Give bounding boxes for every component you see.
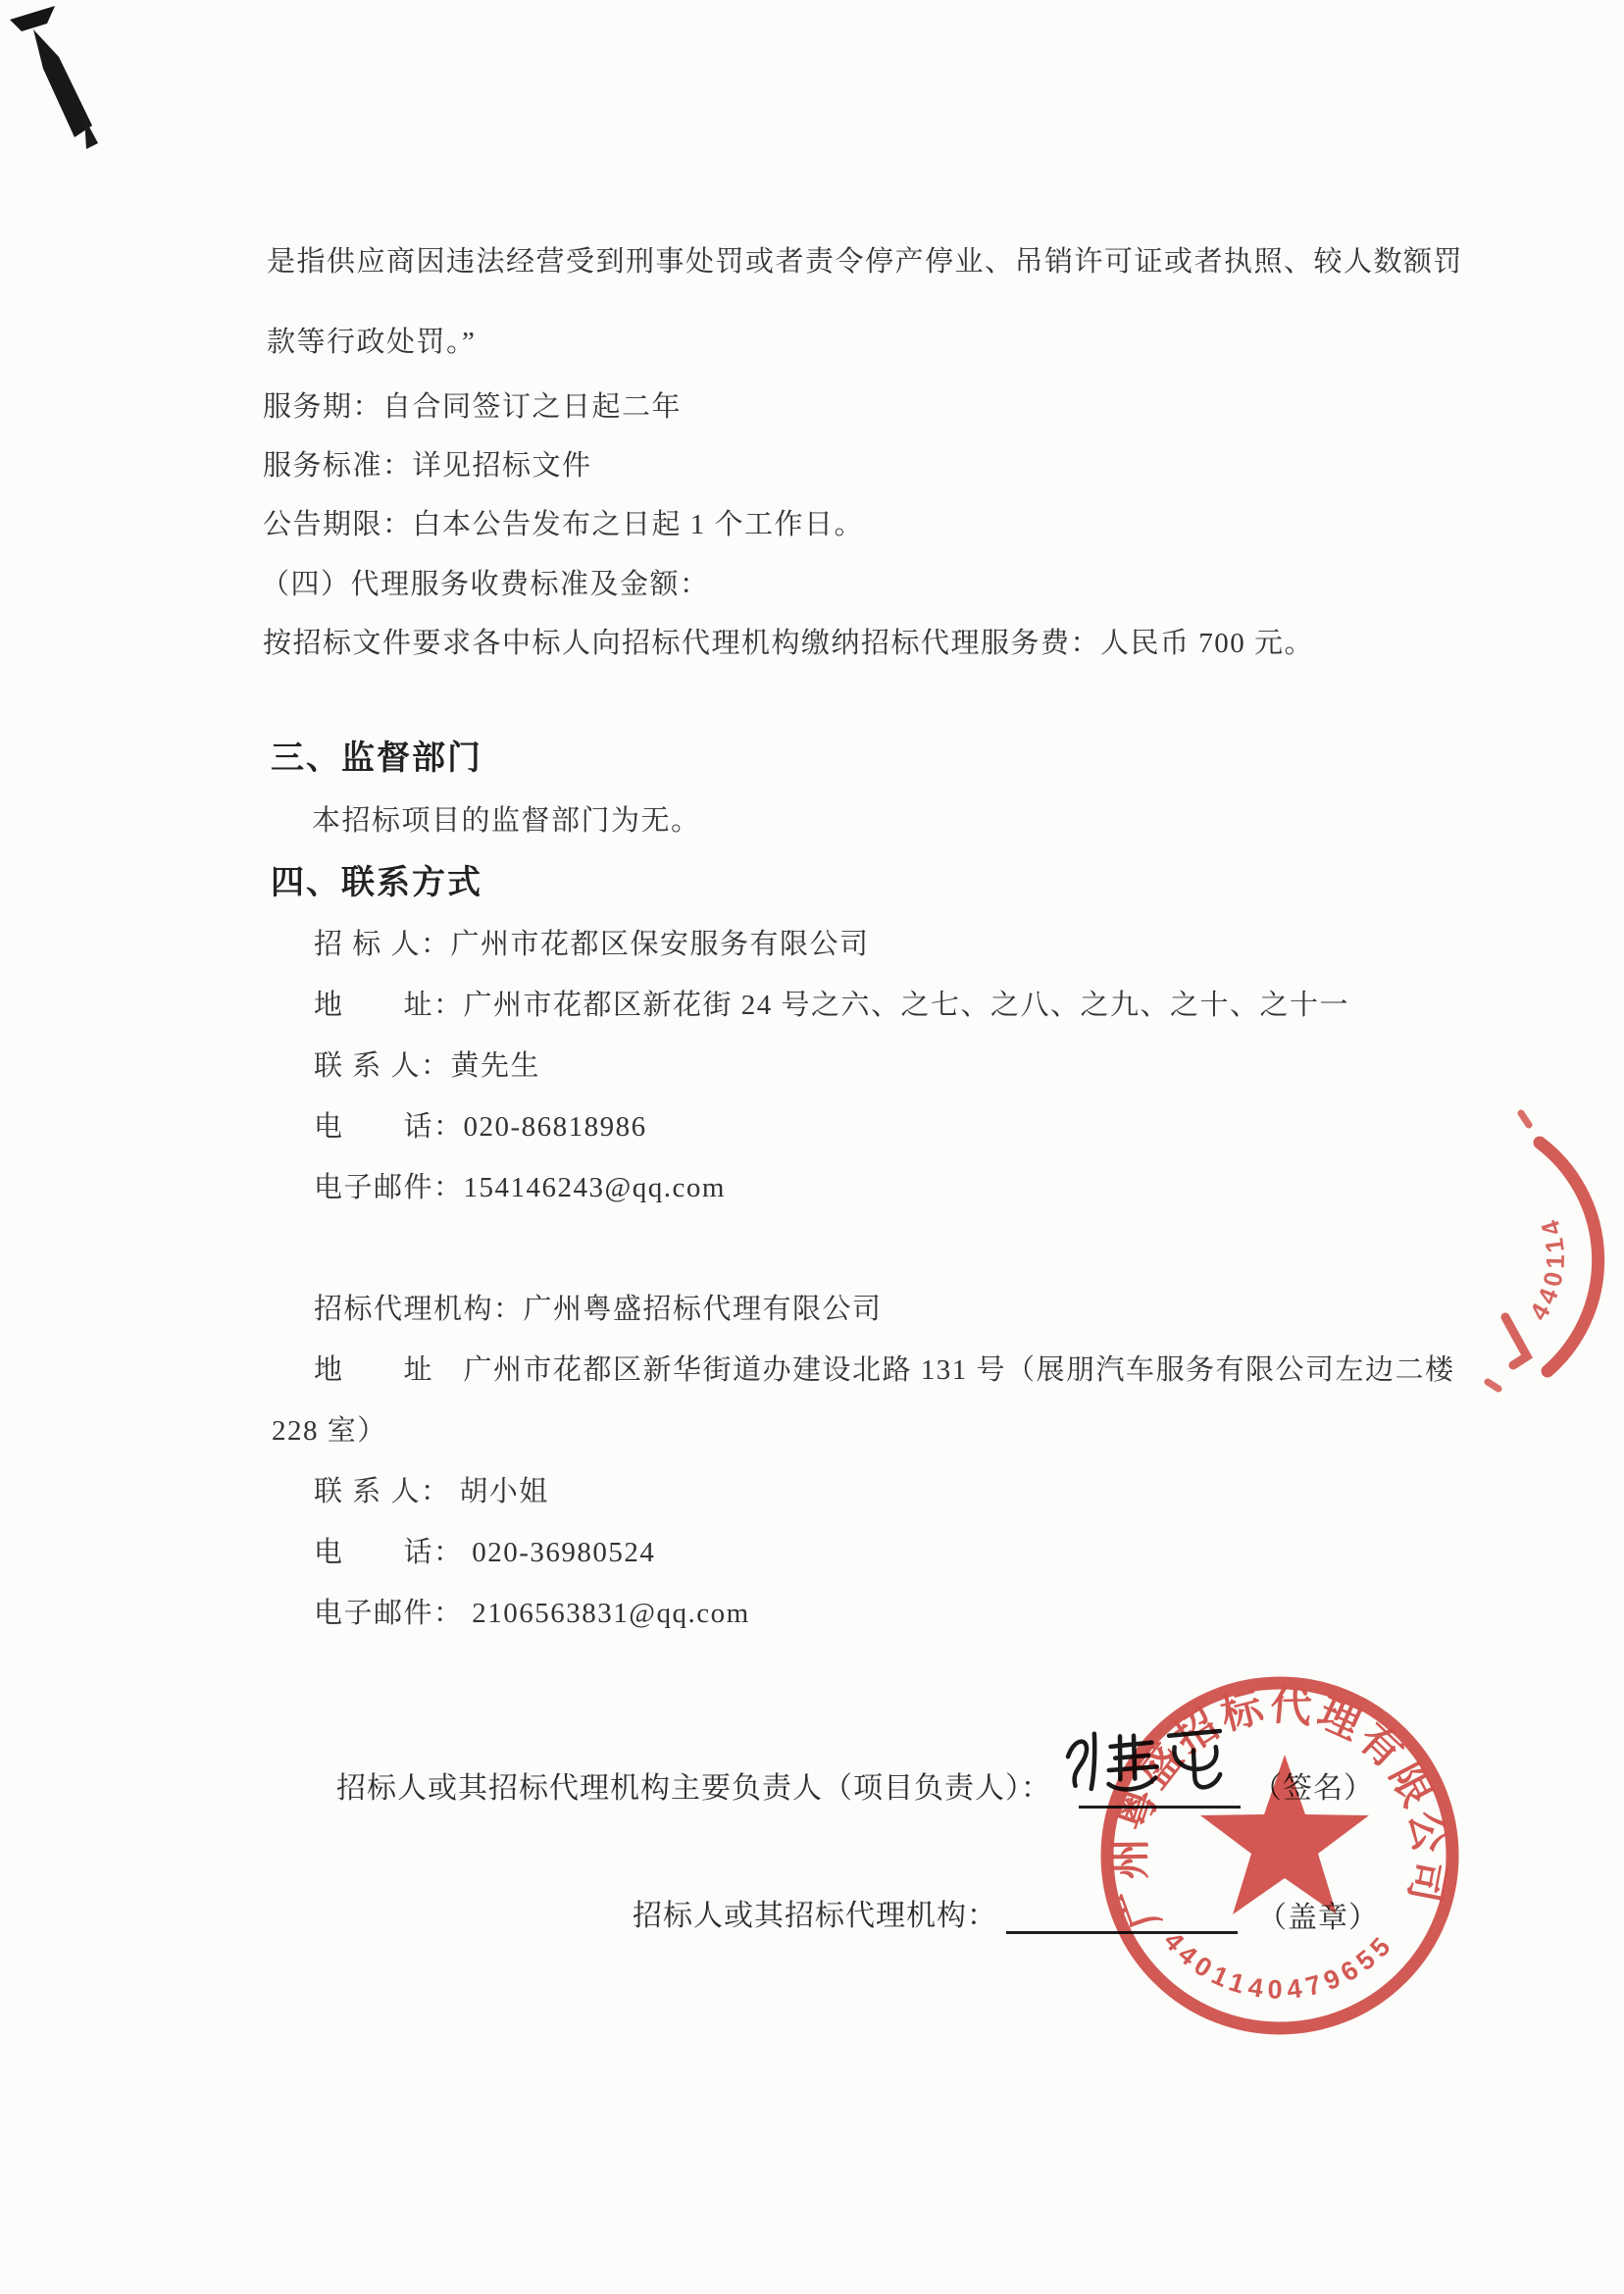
paragraph-line-1: 是指供应商因违法经营受到刑事处罚或者责令停产停业、吊销许可证或者执照、较人数额罚 bbox=[267, 246, 1464, 278]
agency-phone-line: 电 话： 020-36980524 bbox=[314, 1537, 656, 1568]
paragraph-line-2: 款等行政处罚。” bbox=[267, 327, 477, 358]
seal-company-text: 广州粤盛招标代理有限公司 bbox=[1106, 1681, 1454, 1935]
scan-artifact-corner bbox=[0, 0, 167, 177]
agency-name-line: 招标代理机构：广州粤盛招标代理有限公司 bbox=[314, 1294, 883, 1325]
org-signoff-line: 招标人或其招标代理机构： bbox=[633, 1900, 997, 1932]
svg-text:440114 bbox=[1524, 1212, 1570, 1325]
principal-signoff-line: 招标人或其招标代理机构主要负责人（项目负责人）： bbox=[336, 1772, 1051, 1805]
svg-text:4401140479655 bbox=[1158, 1926, 1400, 2005]
agency-contact-line: 联 系 人： 胡小姐 bbox=[314, 1476, 549, 1507]
agency-address-line-2: 228 室） bbox=[272, 1415, 387, 1447]
service-standard-line: 服务标准：详见招标文件 bbox=[263, 450, 592, 482]
fee-heading-line: （四）代理服务收费标准及金额： bbox=[261, 569, 710, 600]
tenderer-address-line: 地 址：广州市花都区新花街 24 号之六、之七、之八、之九、之十、之十一 bbox=[314, 990, 1350, 1021]
supervision-body-line: 本招标项目的监督部门为无。 bbox=[312, 805, 701, 837]
service-period-line: 服务期：自合同签订之日起二年 bbox=[263, 391, 683, 423]
tenderer-phone-line: 电 话：020-86818986 bbox=[314, 1111, 647, 1143]
section-title-contact: 四、联系方式 bbox=[271, 864, 482, 901]
company-seal-stamp bbox=[1089, 1662, 1476, 2055]
fee-detail-line: 按招标文件要求各中标人向招标代理机构缴纳招标代理服务费：人民币 700 元。 bbox=[263, 628, 1315, 659]
edge-seal-number-text: 440114 bbox=[1523, 1212, 1571, 1326]
seal-star-icon bbox=[1200, 1755, 1369, 1914]
sign-label: （签名） bbox=[1252, 1772, 1374, 1805]
tenderer-email-line: 电子邮件：154146243@qq.com bbox=[314, 1172, 726, 1203]
agency-address-line-1: 地 址 广州市花都区新华街道办建设北路 131 号（展朋汽车服务有限公司左边二楼 bbox=[314, 1354, 1455, 1386]
seal-label: （盖章） bbox=[1257, 1902, 1379, 1934]
seal-number-text: 4401140479655 bbox=[1157, 1925, 1400, 2005]
section-title-supervision: 三、监督部门 bbox=[271, 739, 482, 777]
agency-email-line: 电子邮件： 2106563831@qq.com bbox=[314, 1598, 750, 1629]
announcement-period-line: 公告期限：白本公告发布之日起 1 个工作日。 bbox=[263, 509, 865, 540]
tenderer-name-line: 招 标 人：广州市花都区保安服务有限公司 bbox=[314, 929, 870, 960]
partial-edge-seal-stamp bbox=[1476, 1094, 1624, 1407]
tenderer-contact-line: 联 系 人：黄先生 bbox=[314, 1050, 541, 1082]
